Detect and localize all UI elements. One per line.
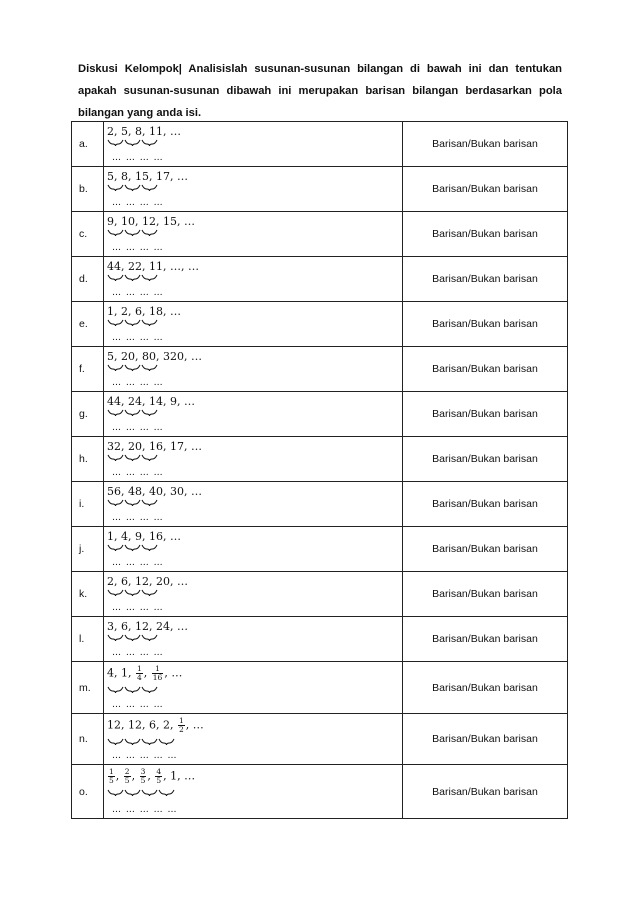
fraction-term [140, 768, 147, 785]
underbrace-segment [108, 185, 123, 191]
table-row [72, 167, 568, 212]
sequence-cell [104, 662, 403, 714]
sequence-term: … [171, 666, 183, 680]
sequence-term: … [177, 620, 188, 633]
underbrace-segment [142, 185, 157, 191]
sequence-cell [104, 572, 403, 617]
row-label: n. [72, 714, 104, 765]
fraction-denominator: 16 [152, 673, 163, 682]
row-label: m. [72, 662, 104, 714]
underbrace-segment [125, 365, 140, 371]
underbrace-segment [142, 790, 157, 796]
blank-dots[interactable]: … … … … [112, 378, 164, 388]
underbrace-segment [125, 687, 140, 693]
blank-dots[interactable]: … … … … [112, 558, 164, 568]
table-row [72, 212, 568, 257]
sequence-terms: 1, 4, 9, 16, … [107, 530, 181, 543]
sequence-term: … [170, 530, 181, 543]
sequence-terms: 2, 6, 12, 20, … [107, 575, 188, 588]
sequence-cell [104, 482, 403, 527]
sequence-terms: 3, 6, 12, 24, … [107, 620, 188, 633]
sequence-term: 44 [107, 260, 121, 273]
sequence-term: … [191, 485, 202, 498]
sequence-term: … [184, 215, 195, 228]
sequence-term: 20 [156, 575, 170, 588]
underbrace-segment [108, 500, 123, 506]
sequence-term: 16 [149, 530, 163, 543]
row-label: i. [72, 482, 104, 527]
sequence-terms: 44, 24, 14, 9, … [107, 395, 195, 408]
row-label: d. [72, 257, 104, 302]
underbrace-segment [142, 687, 157, 693]
underbrace-segment [142, 365, 157, 371]
sequence-term: 1 [107, 530, 114, 543]
sequence-terms: 1, 2, 6, 18, … [107, 305, 181, 318]
answer-option[interactable]: Barisan/Bukan barisan [403, 167, 568, 212]
sequence-term: 12 [128, 718, 142, 732]
underbrace-segment [142, 635, 157, 641]
underbrace-segment [142, 410, 157, 416]
sequence-term: 15 [163, 215, 177, 228]
sequence-cell [104, 714, 403, 765]
sequence-term: 4 [121, 530, 128, 543]
answer-option[interactable]: Barisan/Bukan barisan [403, 662, 568, 714]
sequence-cell [104, 302, 403, 347]
sequence-term: 10 [121, 215, 135, 228]
underbrace-segment [125, 410, 140, 416]
underbrace-icon [107, 686, 158, 694]
sequence-term: 14 [149, 395, 163, 408]
sequence-table [71, 121, 568, 819]
fraction-numerator: 1 [137, 664, 142, 673]
sequence-term: 80 [142, 350, 156, 363]
table-row [72, 527, 568, 572]
fraction-term [124, 768, 131, 785]
sequence-cell [104, 122, 403, 167]
table-row [72, 302, 568, 347]
blank-dots[interactable]: … … … … [112, 153, 164, 163]
sequence-term: 44 [107, 395, 121, 408]
sequence-terms: $\frac{1}{5}$ , $\frac{2}{5}$ , $\frac{3}{5}$ , $\frac{4}{5}$ , 1, … [109, 767, 196, 785]
fraction-numerator: 1 [109, 767, 114, 776]
blank-dots[interactable]: … … … … [112, 288, 164, 298]
answer-option[interactable]: Barisan/Bukan barisan [403, 482, 568, 527]
sequence-term: 11 [149, 125, 163, 138]
table-row [72, 392, 568, 437]
sequence-term: 3 [107, 620, 114, 633]
sequence-term: 11 [149, 260, 163, 273]
fraction-term [155, 768, 162, 785]
fraction-denominator: 5 [156, 776, 162, 785]
blank-dots[interactable]: … … … … … [112, 751, 178, 761]
fraction-numerator: 4 [156, 767, 162, 776]
table-row [72, 662, 568, 714]
underbrace-segment [125, 320, 140, 326]
blank-dots[interactable]: … … … … [112, 243, 164, 253]
instruction-paragraph: Diskusi Kelompok| Analisislah susunan-susunan bilangan di bawah ini dan tentukan apakah susunan-susunan dibawah ini merupakan barisan bilangan berdasarkan pola bilangan yang anda isi. [78, 63, 562, 119]
sequence-term: 4 [107, 666, 114, 680]
sequence-term: 48 [128, 485, 142, 498]
underbrace-segment [142, 230, 157, 236]
sequence-term: … [191, 440, 202, 453]
answer-option[interactable]: Barisan/Bukan barisan [403, 765, 568, 819]
row-label: g. [72, 392, 104, 437]
table-row [72, 617, 568, 662]
row-label: c. [72, 212, 104, 257]
row-label: f. [72, 347, 104, 392]
sequence-term: … [184, 769, 196, 783]
underbrace-segment [142, 739, 157, 745]
sequence-term: 17 [170, 440, 184, 453]
row-label: j. [72, 527, 104, 572]
sequence-cell [104, 437, 403, 482]
underbrace-segment [108, 635, 123, 641]
underbrace-segment [142, 275, 157, 281]
sequence-term: 6 [121, 620, 128, 633]
fraction-denominator: 5 [124, 776, 130, 785]
answer-option[interactable]: Barisan/Bukan barisan [403, 572, 568, 617]
blank-dots[interactable]: … … … … [112, 468, 164, 478]
sequence-term: 32 [107, 440, 121, 453]
underbrace-segment [108, 545, 123, 551]
blank-dots[interactable]: … … … … [112, 333, 164, 343]
fraction-numerator: 1 [152, 665, 164, 674]
fraction-denominator: 4 [137, 673, 142, 682]
underbrace-segment [125, 140, 140, 146]
answer-option[interactable]: Barisan/Bukan barisan [403, 347, 568, 392]
underbrace-segment [108, 410, 123, 416]
answer-option[interactable]: Barisan/Bukan barisan [403, 527, 568, 572]
sequence-term: … [191, 350, 202, 363]
underbrace-segment [142, 320, 157, 326]
underbrace-segment [142, 545, 157, 551]
underbrace-icon [107, 184, 158, 192]
sequence-term: 2 [107, 125, 114, 138]
sequence-cell [104, 617, 403, 662]
underbrace-icon [107, 319, 158, 327]
sequence-term: 56 [107, 485, 121, 498]
row-label: a. [72, 122, 104, 167]
sequence-term: 320 [163, 350, 184, 363]
sequence-term: 9 [107, 215, 114, 228]
underbrace-segment [108, 140, 123, 146]
underbrace-segment [142, 500, 157, 506]
sequence-cell [104, 212, 403, 257]
blank-dots[interactable]: … … … … [112, 513, 164, 523]
underbrace-segment [125, 230, 140, 236]
fraction-numerator: 3 [140, 767, 146, 776]
sequence-terms: 5, 8, 15, 17, … [107, 170, 188, 183]
sequence-terms: 9, 10, 12, 15, … [107, 215, 195, 228]
sequence-term: … [184, 395, 195, 408]
sequence-cell [104, 765, 403, 819]
underbrace-icon [107, 229, 158, 237]
blank-dots[interactable]: … … … … [112, 198, 164, 208]
underbrace-icon [107, 544, 158, 552]
sequence-term: 12 [107, 718, 121, 732]
underbrace-segment [125, 500, 140, 506]
table-row [72, 437, 568, 482]
sequence-term: 22 [128, 260, 142, 273]
sequence-term: 12 [135, 575, 149, 588]
underbrace-segment [125, 545, 140, 551]
underbrace-segment [108, 790, 123, 796]
underbrace-segment [125, 739, 140, 745]
underbrace-icon [107, 139, 158, 147]
underbrace-segment [108, 320, 123, 326]
sequence-term: 12 [142, 215, 156, 228]
sequence-cell [104, 347, 403, 392]
underbrace-segment [108, 590, 123, 596]
underbrace-segment [125, 275, 140, 281]
fraction-numerator: 2 [124, 767, 130, 776]
sequence-term: … [170, 125, 181, 138]
sequence-terms: 32, 20, 16, 17, … [107, 440, 202, 453]
fraction-denominator: 5 [140, 776, 146, 785]
fraction-term [136, 665, 143, 682]
sequence-terms: 4, 1, $\frac{1}{4}$ , $\frac{1}{16}$ , … [107, 664, 183, 682]
underbrace-segment [108, 739, 123, 745]
underbrace-segment [108, 365, 123, 371]
fraction-term [178, 717, 185, 734]
sequence-term: 1 [170, 769, 178, 783]
table-row [72, 257, 568, 302]
underbrace-icon [107, 409, 158, 417]
underbrace-segment [125, 185, 140, 191]
underbrace-icon [107, 589, 158, 597]
table-row [72, 347, 568, 392]
sequence-terms: 5, 20, 80, 320, … [107, 350, 202, 363]
sequence-table-body [72, 122, 568, 819]
answer-option[interactable]: Barisan/Bukan barisan [403, 122, 568, 167]
table-row [72, 765, 568, 819]
sequence-term: 8 [121, 170, 128, 183]
answer-option[interactable]: Barisan/Bukan barisan [403, 392, 568, 437]
sequence-terms: 44, 22, 11, …, … [107, 260, 199, 273]
fraction-numerator: 1 [179, 716, 184, 725]
row-label: h. [72, 437, 104, 482]
row-label: l. [72, 617, 104, 662]
underbrace-segment [125, 590, 140, 596]
sequence-term: 17 [156, 170, 170, 183]
sequence-term: … [170, 305, 181, 318]
sequence-term: 2 [107, 575, 114, 588]
sequence-cell [104, 257, 403, 302]
answer-option[interactable]: Barisan/Bukan barisan [403, 437, 568, 482]
sequence-term: 2 [163, 718, 170, 732]
row-label: b. [72, 167, 104, 212]
sequence-term: 40 [149, 485, 163, 498]
underbrace-segment [108, 275, 123, 281]
answer-option[interactable]: Barisan/Bukan barisan [403, 257, 568, 302]
underbrace-icon [107, 274, 158, 282]
answer-option[interactable]: Barisan/Bukan barisan [403, 212, 568, 257]
sequence-term: 12 [135, 620, 149, 633]
sequence-term: … [192, 718, 204, 732]
table-row [72, 122, 568, 167]
blank-dots[interactable]: … … … … … [112, 805, 178, 815]
underbrace-segment [159, 739, 174, 745]
row-label: o. [72, 765, 104, 819]
table-row [72, 482, 568, 527]
blank-dots[interactable]: … … … … [112, 423, 164, 433]
sequence-term: 5 [107, 170, 114, 183]
underbrace-icon [107, 634, 158, 642]
sequence-terms: 2, 5, 8, 11, … [107, 125, 181, 138]
sequence-term: 24 [128, 395, 142, 408]
sequence-term: … [188, 260, 199, 273]
sequence-terms: 12, 12, 6, 2, $\frac{1}{2}$ , … [107, 716, 204, 734]
fraction-denominator: 5 [109, 776, 114, 785]
underbrace-icon [107, 789, 175, 797]
underbrace-segment [125, 455, 140, 461]
answer-option[interactable]: Barisan/Bukan barisan [403, 302, 568, 347]
row-label: k. [72, 572, 104, 617]
underbrace-segment [108, 230, 123, 236]
sequence-cell [104, 392, 403, 437]
sequence-term: 18 [149, 305, 163, 318]
answer-option[interactable]: Barisan/Bukan barisan [403, 617, 568, 662]
underbrace-segment [142, 455, 157, 461]
blank-dots[interactable]: … … … … [112, 603, 164, 613]
sequence-term: 6 [135, 305, 142, 318]
sequence-cell [104, 167, 403, 212]
fraction-term [108, 768, 115, 785]
underbrace-icon [107, 364, 158, 372]
fraction-denominator: 2 [179, 725, 184, 734]
underbrace-segment [142, 590, 157, 596]
sequence-term: 5 [121, 125, 128, 138]
underbrace-segment [159, 790, 174, 796]
sequence-term: … [177, 170, 188, 183]
table-row [72, 714, 568, 765]
blank-dots[interactable]: … … … … [112, 648, 164, 658]
sequence-term: 20 [128, 440, 142, 453]
row-label: e. [72, 302, 104, 347]
sequence-term: 6 [149, 718, 156, 732]
sequence-terms: 56, 48, 40, 30, … [107, 485, 202, 498]
underbrace-segment [125, 635, 140, 641]
fraction-term [152, 665, 164, 682]
sequence-term: 5 [107, 350, 114, 363]
underbrace-segment [125, 790, 140, 796]
sequence-term: 15 [135, 170, 149, 183]
table-row [72, 572, 568, 617]
sequence-term: 2 [121, 305, 128, 318]
sequence-term: 1 [107, 305, 114, 318]
sequence-term: 8 [135, 125, 142, 138]
sequence-term: 30 [170, 485, 184, 498]
blank-dots[interactable]: … … … … [112, 700, 164, 710]
underbrace-icon [107, 499, 158, 507]
underbrace-segment [108, 687, 123, 693]
sequence-term: 9 [170, 395, 177, 408]
sequence-term: … [170, 260, 181, 273]
sequence-term: 1 [121, 666, 128, 680]
sequence-term: 20 [121, 350, 135, 363]
sequence-term: 9 [135, 530, 142, 543]
sequence-cell [104, 527, 403, 572]
underbrace-segment [108, 455, 123, 461]
underbrace-icon [107, 454, 158, 462]
answer-option[interactable]: Barisan/Bukan barisan [403, 714, 568, 765]
sequence-term: … [177, 575, 188, 588]
sequence-term: 24 [156, 620, 170, 633]
sequence-term: 16 [149, 440, 163, 453]
underbrace-icon [107, 738, 175, 746]
underbrace-segment [142, 140, 157, 146]
sequence-term: 6 [121, 575, 128, 588]
